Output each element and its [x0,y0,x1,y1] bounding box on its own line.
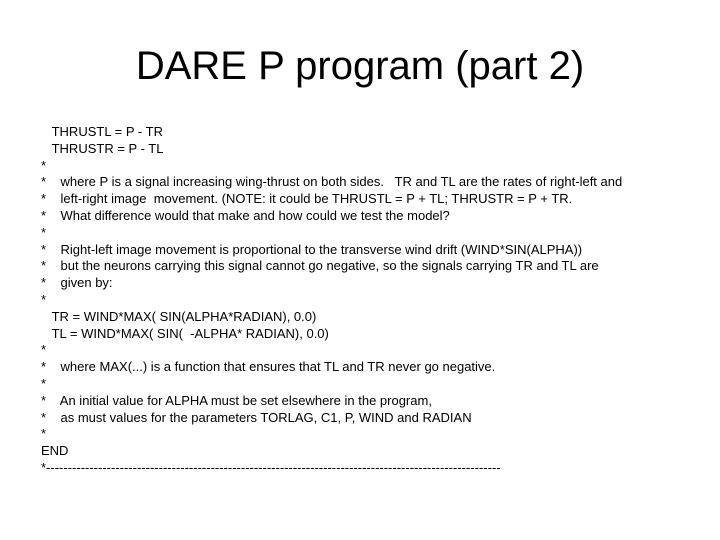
code-line: THRUSTL = P - TR [41,124,163,139]
code-line: TR = WIND*MAX( SIN(ALPHA*RADIAN), 0.0) [41,308,317,324]
code-line: * but the neurons carrying this signal cannot go negative, so the signals carrying TR and TL are [41,258,599,274]
code-line: * [41,157,47,173]
code-line: * [41,342,47,358]
code-line: * [41,426,47,442]
code-line: * left-right image movement. (NOTE: it could be THRUSTL = P + TL; THRUSTR = P + TR. [41,191,573,207]
code-line: THRUSTR = P - TL [41,140,164,156]
code-line: END [41,443,69,459]
slide-title: DARE P program (part 2) [135,44,585,88]
code-line: * as must values for the parameters TORLAG, C1, P, WIND and RADIAN [41,409,472,425]
code-line: * where P is a signal increasing wing-thrust on both sides. TR and TL are the rates of right-left and [41,174,623,190]
code-line: * [41,224,47,240]
code-line: TL = WIND*MAX( SIN( -ALPHA* RADIAN), 0.0) [41,325,329,341]
code-line: * What difference would that make and how could we test the model? [41,207,450,223]
code-line: * where MAX(...) is a function that ensures that TL and TR never go negative. [41,359,496,375]
code-line: * given by: [41,275,113,291]
code-listing [41,124,716,477]
code-line: * [41,375,47,391]
code-line: *--------------------------------------------------------------------------------------------------------- [41,459,501,475]
code-line: * An initial value for ALPHA must be set elsewhere in the program, [41,392,432,408]
code-line: * [41,291,47,307]
code-line: * Right-left image movement is proportional to the transverse wind drift (WIND*SIN(ALPHA)) [41,241,583,257]
